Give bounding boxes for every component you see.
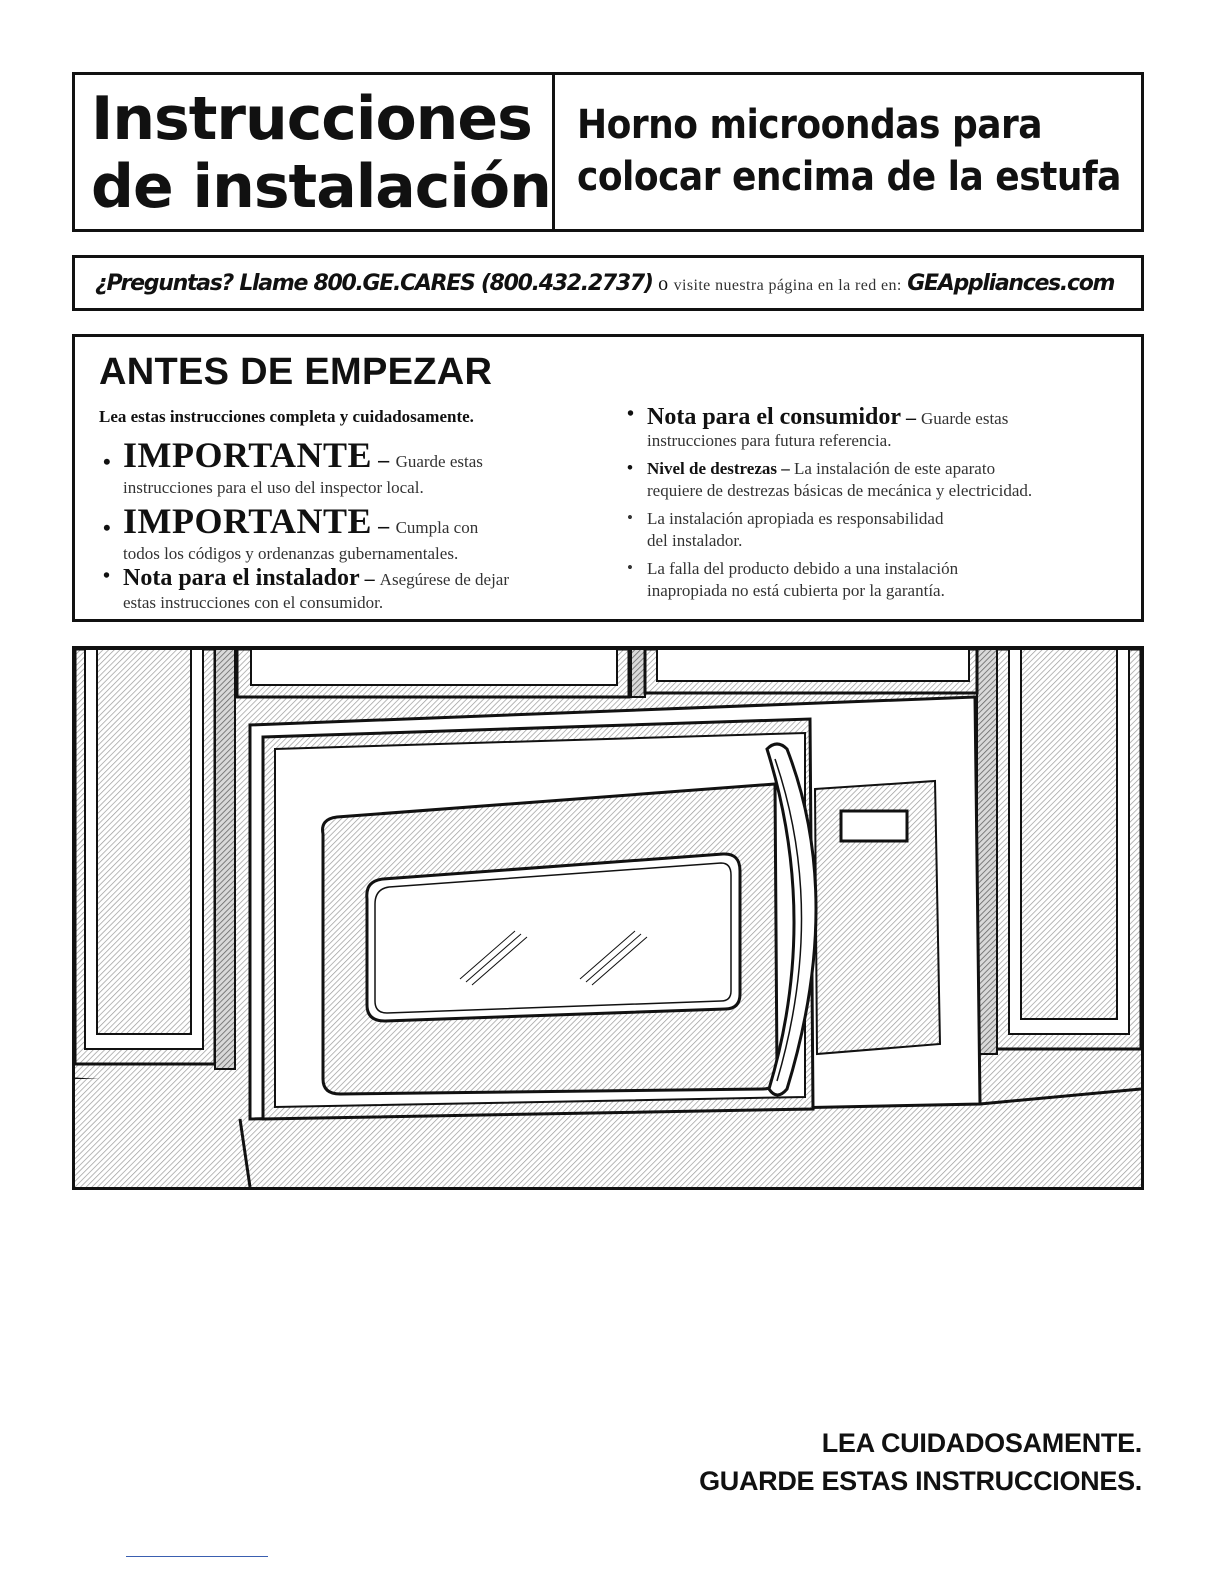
item-lead: La instalación de este aparato [794,459,996,478]
microwave-illustration-frame [72,646,1144,1190]
item-dash: – [901,407,921,429]
contact-visit-text: visite nuestra página en la red en: [673,277,902,294]
item-text: todos los códigos y ordenanzas gubernamentales. [123,544,459,563]
microwave-illustration [75,649,1141,1187]
subtitle-line-2: colocar encima de la estufa [577,154,1121,200]
list-item [103,565,603,614]
item-text: requiere de destrezas básicas de mecánica y electricidad. [647,481,1033,500]
left-column [103,437,603,614]
item-dash: – [777,459,794,478]
upper-cabinets [237,649,977,697]
bullet-icon: • [627,403,635,425]
item-label: Nota para el consumidor [647,404,901,430]
item-dash: – [372,447,396,472]
title-right-panel [555,75,1141,229]
title-line-2: de instalación [91,152,551,222]
bullet-icon: • [103,515,112,540]
item-label: IMPORTANTE [123,435,373,475]
bottom-rule [126,1556,268,1557]
bullet-icon: • [103,565,111,587]
item-text: instrucciones para futura referencia. [647,431,892,450]
list-item [627,558,1137,602]
left-cabinet [75,649,240,1139]
list-item [627,508,1137,552]
bullet-icon: • [103,449,112,474]
item-label: IMPORTANTE [123,501,373,541]
bullet-icon: • [627,508,633,527]
bullet-icon: • [627,558,633,577]
microwave [250,697,980,1119]
item-text: La falla del producto debido a una instalación [647,559,959,578]
contact-line [95,270,1114,296]
item-dash: – [359,568,380,590]
title-line-1: Instrucciones [91,84,532,154]
list-item [627,458,1137,502]
product-subtitle [577,99,1121,203]
item-text: inapropiada no está cubierta por la garantía. [647,581,945,600]
item-lead: Asegúrese de dejar [379,570,509,589]
document-title [91,85,551,221]
list-item [103,503,603,565]
footer-line-1: LEA CUIDADOSAMENTE. [821,1428,1142,1458]
item-label: Nivel de destrezas [647,459,777,478]
title-left-panel [75,75,555,229]
item-lead: Cumpla con [395,518,479,537]
title-block [72,72,1144,232]
item-label: Nota para el instalador [123,565,360,591]
list-item [627,403,1137,452]
item-lead: Guarde estas [395,452,483,471]
subtitle-line-1: Horno microondas para [577,102,1043,148]
section-intro: Lea estas instrucciones completa y cuidadosamente. [99,407,474,426]
item-lead: Guarde estas [921,409,1009,428]
website-link[interactable]: GEAppliances.com [907,271,1115,296]
item-text: del instalador. [647,531,743,550]
item-text: La instalación apropiada es responsabilidad [647,509,944,528]
contact-question: ¿Preguntas? Llame 800.GE.CARES (800.432.2737) [95,271,653,296]
right-cabinet [977,649,1141,1054]
item-text: estas instrucciones con el consumidor. [123,593,384,612]
item-text: instrucciones para el uso del inspector local. [123,478,424,497]
contact-bar [72,255,1144,311]
right-column [627,403,1137,602]
item-dash: – [372,513,396,538]
list-item [103,437,603,503]
section-heading: ANTES DE EMPEZAR [99,351,493,393]
footer-line-2: GUARDE ESTAS INSTRUCCIONES. [699,1466,1142,1496]
before-you-begin-section [72,334,1144,622]
footer-notice [699,1424,1142,1500]
bullet-icon: • [627,458,633,477]
contact-connector: o [658,273,669,295]
